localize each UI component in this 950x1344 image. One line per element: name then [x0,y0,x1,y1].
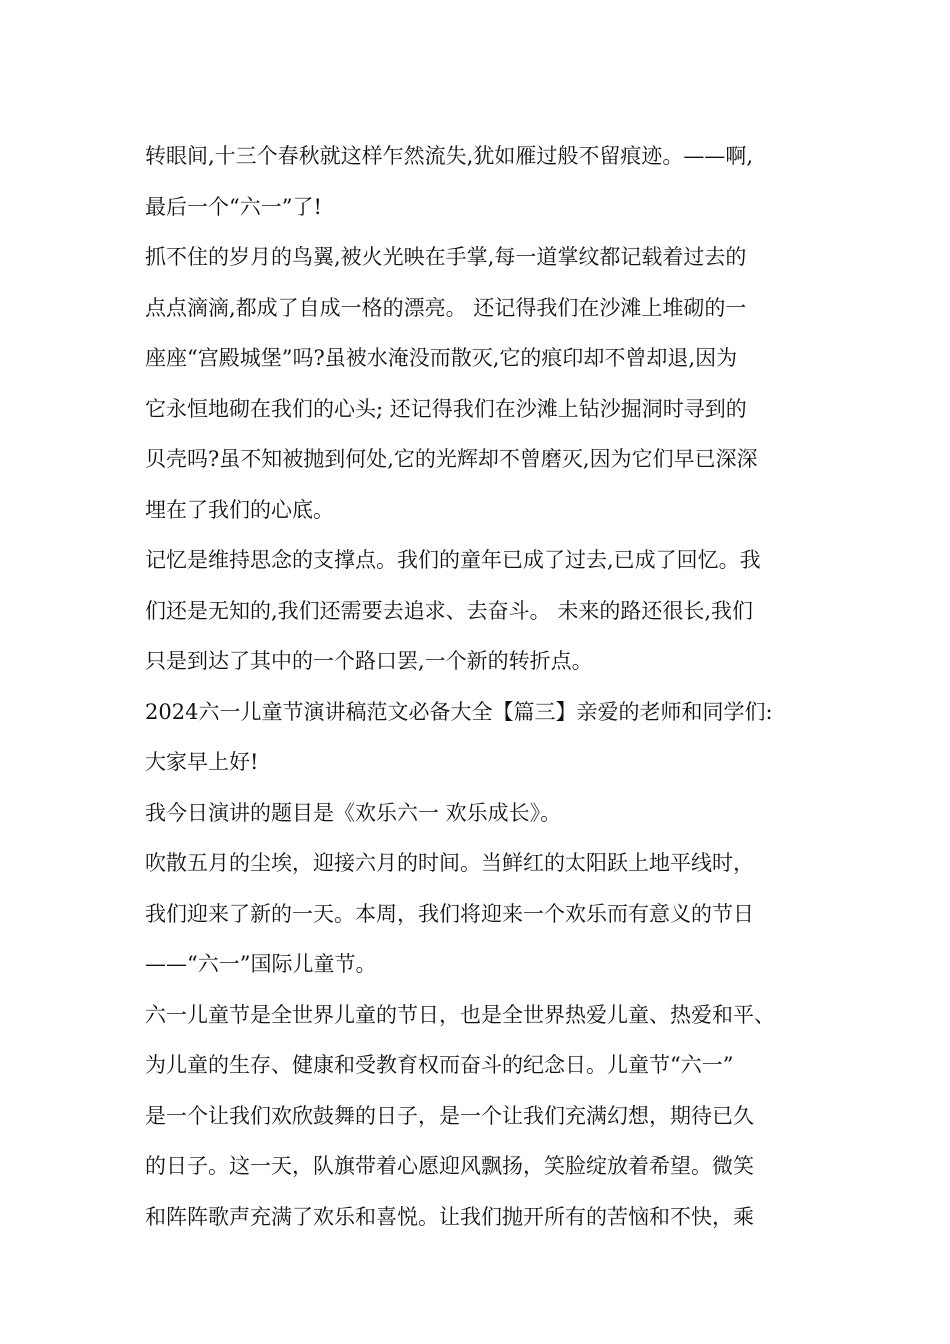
text-line: 是一个让我们欢欣鼓舞的日子，是一个让我们充满幻想，期待已久 [145,1103,754,1128]
text-line: 我今日演讲的题目是《欢乐六一 欢乐成长》。 [145,800,562,825]
section-heading-line: 2024六一儿童节演讲稿范文必备大全【篇三】亲爱的老师和同学们: [145,699,773,724]
text-line: 吹散五月的尘埃，迎接六月的时间。当鲜红的太阳跃上地平线时， [145,851,754,875]
text-line: 们还是无知的,我们还需要去追求、去奋斗。 未来的路还很长,我们 [145,598,754,623]
text-line: 我们迎来了新的一天。本周，我们将迎来一个欢乐而有意义的节日 [145,901,754,926]
text-line: 贝壳吗?虽不知被抛到何处,它的光辉却不曾磨灭,因为它们早已深深 [145,447,758,471]
text-line: 大家早上好! [145,750,259,774]
text-line: 转眼间,十三个春秋就这样乍然流失,犹如雁过般不留痕迹。——啊, [145,144,754,168]
text-line: 埋在了我们的心底。 [145,497,334,522]
text-line: 六一儿童节是全世界儿童的节日，也是全世界热爱儿童、热爱和平、 [145,1002,775,1027]
text-line: 抓不住的岁月的鸟翼,被火光映在手掌,每一道掌纹都记载着过去的 [145,245,747,269]
text-line: 记忆是维持思念的支撑点。我们的童年已成了过去,已成了回忆。我 [145,548,761,572]
text-line: 和阵阵歌声充满了欢乐和喜悦。让我们抛开所有的苦恼和不快，乘 [145,1204,754,1229]
text-line: 只是到达了其中的一个路口罢,一个新的转折点。 [145,649,593,673]
text-line: 的日子。这一天，队旗带着心愿迎风飘扬，笑脸绽放着希望。微笑 [145,1154,754,1178]
text-line: ——“六一”国际儿童节。 [145,952,377,976]
text-line: 它永恒地砌在我们的心头; 还记得我们在沙滩上钻沙掘洞时寻到的 [145,396,747,421]
text-line: 座座“宫殿城堡”吗?虽被水淹没而散灭,它的痕印却不曾却退,因为 [145,346,738,370]
text-line: 最后一个“六一”了! [145,194,322,219]
text-line: 点点滴滴,都成了自成一格的漂亮。 还记得我们在沙滩上堆砌的一 [145,295,747,320]
text-line: 为儿童的生存、健康和受教育权而奋斗的纪念日。儿童节“六一” [145,1053,734,1077]
